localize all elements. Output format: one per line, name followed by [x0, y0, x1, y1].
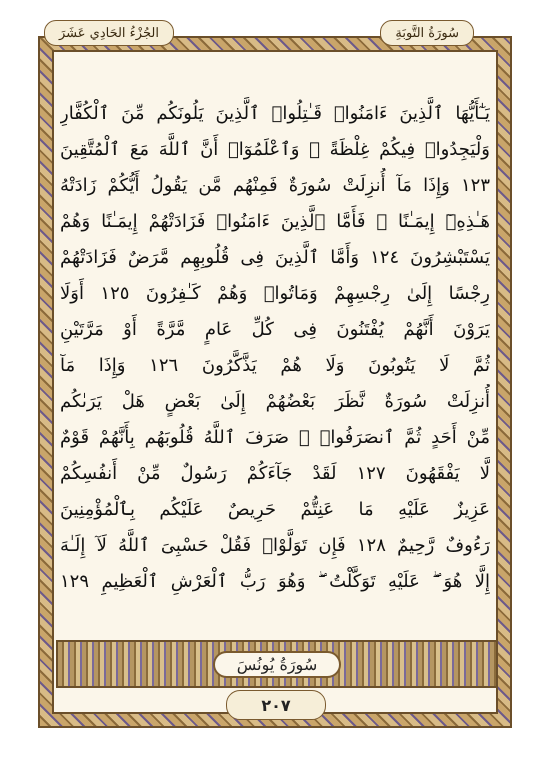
page-number: ٢٠٧ — [226, 690, 326, 720]
verse-line: لَّا يَفْقَهُونَ ١٢٧ لَقَدْ جَآءَكُمْ رَسُولٌ مِّنْ أَنفُسِكُمْ — [60, 463, 490, 484]
verse-line: رَءُوفٌ رَّحِيمٌ ١٢٨ فَإِن تَوَلَّوْا۟ فَقُلْ حَسْبِىَ ٱللَّهُ لَآ إِلَـٰهَ — [60, 535, 490, 556]
verse-line: أُنزِلَتْ سُورَةٌ نَّظَرَ بَعْضُهُمْ إِلَىٰ بَعْضٍ هَلْ يَرَىٰكُم — [60, 391, 490, 412]
surah-label: سُورَةُ التَّوبَةِ — [380, 20, 474, 46]
surah-banner — [56, 640, 498, 688]
verse-line: عَزِيزٌ عَلَيْهِ مَا عَنِتُّمْ حَرِيصٌ عَلَيْكُم بِٱلْمُؤْمِنِينَ — [60, 499, 490, 520]
verse-line: رِجْسًا إِلَىٰ رِجْسِهِمْ وَمَاتُوا۟ وَهُمْ كَـٰفِرُونَ ١٢٥ أَوَلَا — [60, 283, 490, 304]
verse-line: ١٢٣ وَإِذَا مَآ أُنزِلَتْ سُورَةٌ فَمِنْهُم مَّن يَقُولُ أَيُّكُمْ زَادَتْهُ — [60, 175, 490, 196]
next-surah-title: سُورَةُ يُونُسَ — [213, 651, 341, 678]
verse-line: مِّنْ أَحَدٍ ثُمَّ ٱنصَرَفُوا۟ ۚ صَرَفَ ٱللَّهُ قُلُوبَهُم بِأَنَّهُمْ قَوْمٌ — [60, 427, 490, 448]
juz-label: الجُزْءُ الحَادِي عَشَرَ — [44, 20, 174, 46]
verse-line: يَـٰٓأَيُّهَا ٱلَّذِينَ ءَامَنُوا۟ قَـٰتِلُوا۟ ٱلَّذِينَ يَلُونَكُم مِّنَ ٱلْكُفَّارِ — [60, 103, 490, 124]
verse-line: يَرَوْنَ أَنَّهُمْ يُفْتَنُونَ فِى كُلِّ عَامٍ مَّرَّةً أَوْ مَرَّتَيْنِ — [60, 319, 490, 340]
verse-line: هَـٰذِهِۦٓ إِيمَـٰنًا ۚ فَأَمَّا ٱلَّذِينَ ءَامَنُوا۟ فَزَادَتْهُمْ إِيمَـٰنًا وَهُمْ — [60, 211, 490, 232]
verse-line: وَلْيَجِدُوا۟ فِيكُمْ غِلْظَةً ۚ وَٱعْلَمُوٓا۟ أَنَّ ٱللَّهَ مَعَ ٱلْمُتَّقِينَ — [60, 139, 490, 160]
quran-text — [60, 96, 490, 636]
verse-line: ثُمَّ لَا يَتُوبُونَ وَلَا هُمْ يَذَّكَّرُونَ ١٢٦ وَإِذَا مَآ — [60, 355, 490, 376]
verse-line: يَسْتَبْشِرُونَ ١٢٤ وَأَمَّا ٱلَّذِينَ فِى قُلُوبِهِم مَّرَضٌ فَزَادَتْهُمْ — [60, 247, 490, 268]
verse-line: إِلَّا هُوَ ۖ عَلَيْهِ تَوَكَّلْتُ ۖ وَهُوَ رَبُّ ٱلْعَرْشِ ٱلْعَظِيمِ ١٢٩ — [60, 571, 490, 592]
